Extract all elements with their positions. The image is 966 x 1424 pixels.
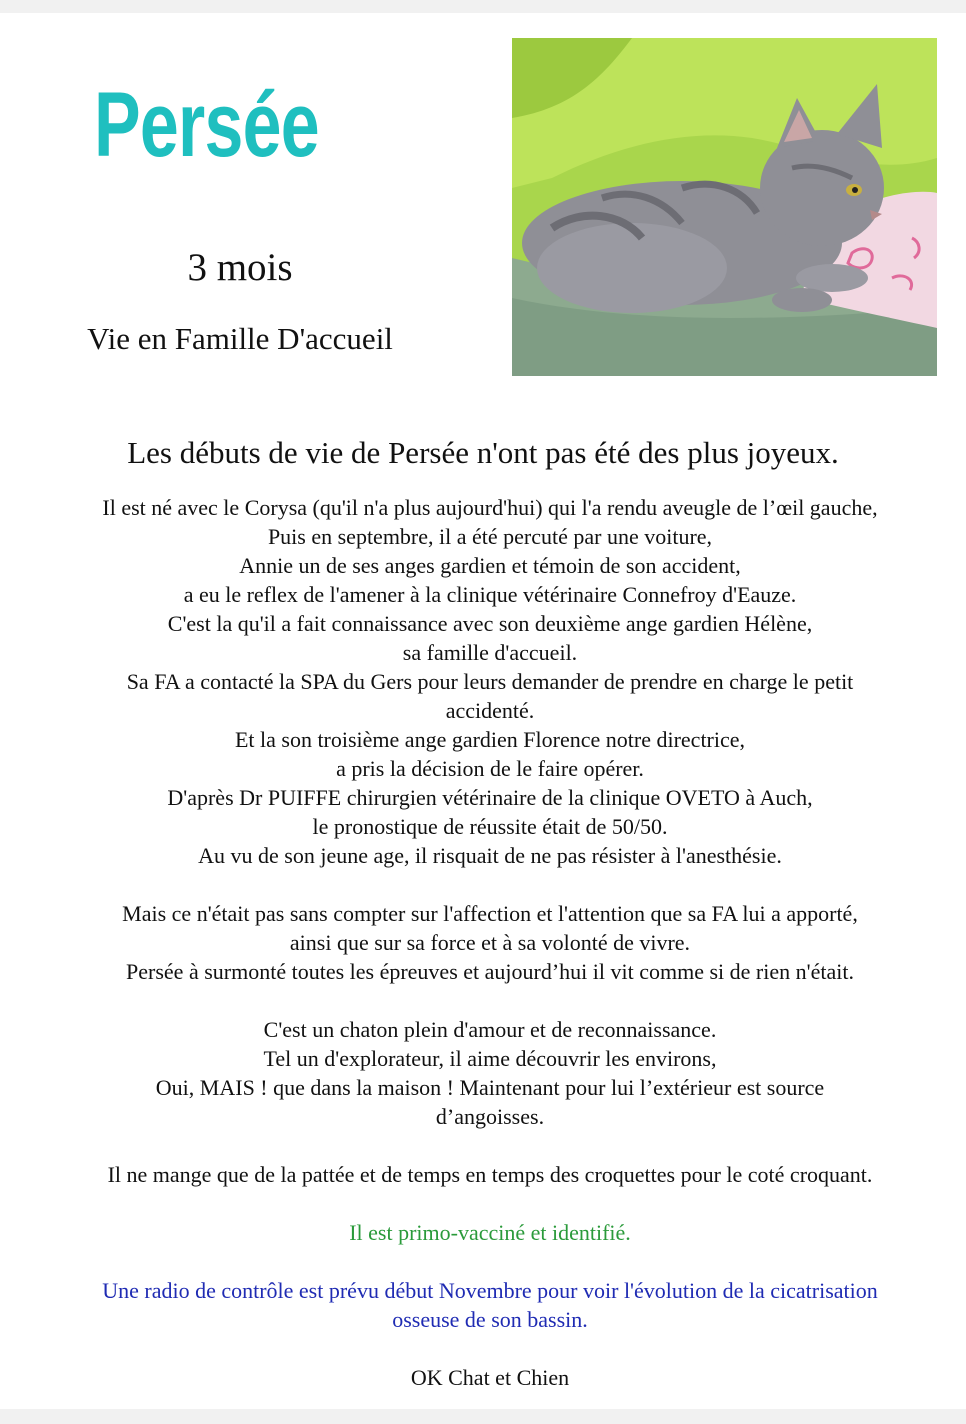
- vaccination-status: Il est primo-vacciné et identifié.: [349, 1220, 631, 1245]
- story-line: Sa FA a contacté la SPA du Gers pour leurs demander de prendre en charge le petit: [126, 669, 854, 694]
- story-line: C'est un chaton plein d'amour et de reconnaissance.: [263, 1017, 717, 1042]
- story-line: Mais ce n'était pas sans compter sur l'affection et l'attention que sa FA lui a apporté,: [122, 901, 858, 926]
- story-line: C'est la qu'il a fait connaissance avec son deuxième ange gardien Hélène,: [167, 611, 813, 636]
- story-line: Oui, MAIS ! que dans la maison ! Maintenant pour lui l’extérieur est source: [155, 1075, 825, 1100]
- diet-line: Il ne mange que de la pattée et de temps en temps des croquettes pour le coté croquant.: [107, 1162, 873, 1187]
- paragraph-spacer: [30, 870, 950, 899]
- story-line: le pronostique de réussite était de 50/50.: [312, 814, 668, 839]
- story-line: Puis en septembre, il a été percuté par une voiture,: [267, 524, 713, 549]
- living-status: Vie en Famille D'accueil: [87, 321, 393, 356]
- story-line: ainsi que sur sa force et à sa volonté de vivre.: [289, 930, 691, 955]
- radio-notice-line: osseuse de son bassin.: [392, 1307, 588, 1332]
- cat-photo: [512, 38, 937, 376]
- story-line: Au vu de son jeune age, il risquait de ne pas résister à l'anesthésie.: [198, 843, 782, 868]
- story-line: d’angoisses.: [435, 1104, 545, 1129]
- story-line: D'après Dr PUIFFE chirurgien vétérinaire de la clinique OVETO à Auch,: [167, 785, 813, 810]
- headline: Les débuts de vie de Persée n'ont pas été des plus joyeux.: [127, 435, 839, 470]
- story-line: accidenté.: [445, 698, 535, 723]
- paragraph-spacer: [30, 1334, 950, 1363]
- cat-age: 3 mois: [187, 246, 293, 289]
- story-line: a eu le reflex de l'amener à la clinique vétérinaire Connefroy d'Eauze.: [183, 582, 797, 607]
- cat-name-title: Persée: [94, 74, 319, 176]
- story-line: Il est né avec le Corysa (qu'il n'a plus aujourd'hui) qui l'a rendu aveugle de l’œil gauche,: [102, 495, 878, 520]
- paragraph-spacer: [30, 986, 950, 1015]
- paragraph-spacer: [30, 1189, 950, 1218]
- story-line: Annie un de ses anges gardien et témoin de son accident,: [239, 553, 741, 578]
- paragraph-spacer: [30, 1247, 950, 1276]
- radio-notice-line: Une radio de contrôle est prévu début Novembre pour voir l'évolution de la cicatrisation: [102, 1278, 878, 1303]
- story-line: Persée à surmonté toutes les épreuves et aujourd’hui il vit comme si de rien n'était.: [126, 959, 854, 984]
- story-line: Et la son troisième ange gardien Florence notre directrice,: [234, 727, 746, 752]
- story-line: Tel un d'explorateur, il aime découvrir les environs,: [263, 1046, 717, 1071]
- paragraph-spacer: [30, 1131, 950, 1160]
- story-line: a pris la décision de le faire opérer.: [336, 756, 644, 781]
- adoption-page: [0, 13, 966, 1409]
- story-line: sa famille d'accueil.: [402, 640, 578, 665]
- story-text: [30, 493, 950, 1392]
- signature: OK Chat et Chien: [410, 1365, 570, 1390]
